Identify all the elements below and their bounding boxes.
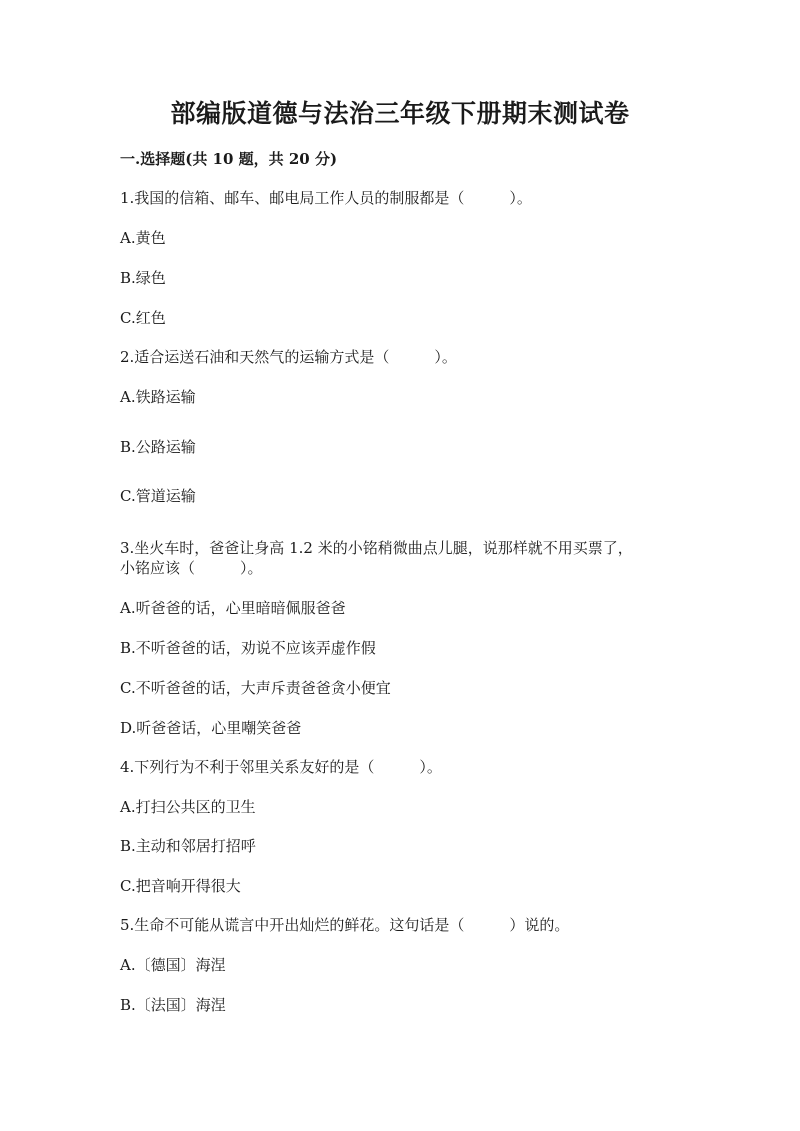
question-3-stem-cont: 小铭应该（ ）。: [120, 559, 263, 577]
question-5-option-b: B.〔法国〕海涅: [120, 996, 226, 1014]
question-3-stem: 3.坐火车时，爸爸让身高 1.2 米的小铭稍微曲点儿腿，说那样就不用买票了，: [120, 539, 633, 557]
question-2-stem: 2.适合运送石油和天然气的运输方式是（ ）。: [120, 348, 457, 366]
exam-title: 部编版道德与法治三年级下册期末测试卷: [170, 99, 630, 128]
question-1-option-a: A.黄色: [120, 229, 166, 247]
question-4-option-c: C.把音响开得很大: [120, 877, 241, 895]
section-heading: 一.选择题(共 10 题，共 20 分): [120, 150, 338, 168]
question-4-option-b: B.主动和邻居打招呼: [120, 837, 256, 855]
question-3-option-a: A.听爸爸的话，心里暗暗佩服爸爸: [120, 599, 346, 617]
question-4-option-a: A.打扫公共区的卫生: [120, 798, 256, 816]
question-2-option-a: A.铁路运输: [120, 388, 196, 406]
question-2-option-b: B.公路运输: [120, 438, 196, 456]
question-3-option-c: C.不听爸爸的话，大声斥责爸爸贪小便宜: [120, 679, 391, 697]
question-1-option-b: B.绿色: [120, 269, 166, 287]
question-5-option-a: A.〔德国〕海涅: [120, 956, 226, 974]
question-2-option-c: C.管道运输: [120, 487, 196, 505]
question-3-option-d: D.听爸爸话，心里嘲笑爸爸: [120, 719, 302, 737]
question-1-option-c: C.红色: [120, 309, 166, 327]
question-4-stem: 4.下列行为不利于邻里关系友好的是（ ）。: [120, 758, 442, 776]
question-3-option-b: B.不听爸爸的话，劝说不应该弄虚作假: [120, 639, 376, 657]
question-1-stem: 1.我国的信箱、邮车、邮电局工作人员的制服都是（ ）。: [120, 189, 532, 207]
question-5-stem: 5.生命不可能从谎言中开出灿烂的鲜花。这句话是（ ）说的。: [120, 916, 570, 934]
